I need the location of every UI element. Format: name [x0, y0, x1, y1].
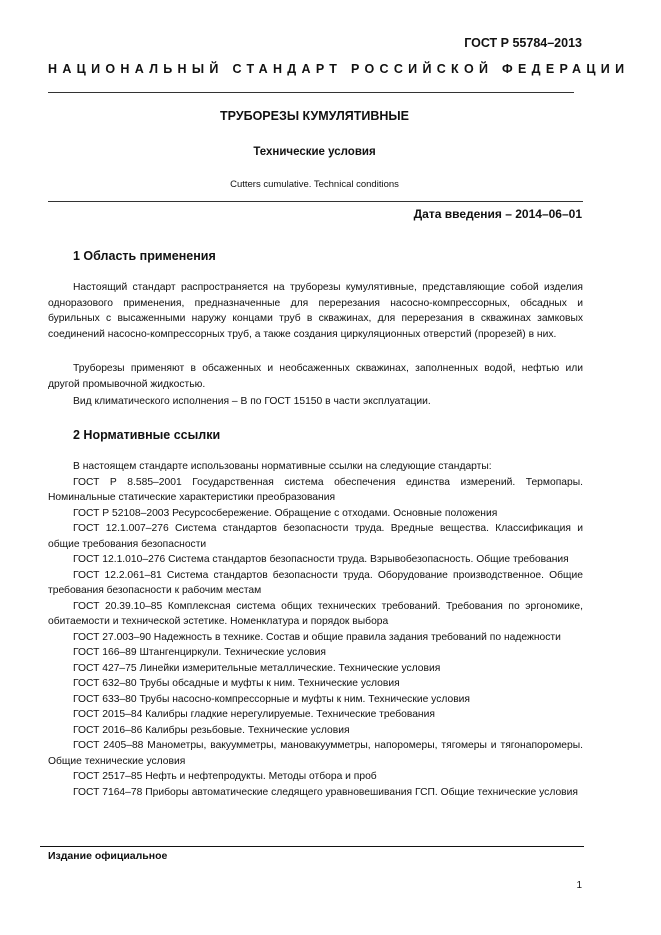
reference-item: ГОСТ 427–75 Линейки измерительные металлические. Технические условия: [73, 662, 441, 674]
english-title: Cutters cumulative. Technical conditions: [230, 179, 399, 190]
document-title: ТРУБОРЕЗЫ КУМУЛЯТИВНЫЕ: [220, 109, 409, 123]
reference-item: ГОСТ 2405–88 Манометры, вакуумметры, мановакуумметры, напоромеры, тягомеры и тягонапоромеры. Общие технические условия: [48, 740, 583, 767]
reference-item: ГОСТ Р 52108–2003 Ресурсосбережение. Обращение с отходами. Основные положения: [73, 507, 498, 519]
reference-item: ГОСТ Р 8.585–2001 Государственная система обеспечения единства измерений. Термопары. Номинальные статические характеристики преобразования: [48, 476, 583, 503]
reference-item: ГОСТ 2517–85 Нефть и нефтепродукты. Методы отбора и проб: [73, 771, 377, 782]
reference-item: ГОСТ 2016–86 Калибры резьбовые. Технические условия: [73, 724, 350, 736]
references-intro: В настоящем стандарте использованы нормативные ссылки на следующие стандарты:: [73, 461, 492, 472]
section-1-heading: 1 Область применения: [73, 249, 216, 263]
title-divider: [48, 201, 583, 202]
reference-item: ГОСТ 20.39.10–85 Комплексная система общих технических требований. Требования по эргономике, обитаемости и технической эстетике. Номенклатура и порядок выбора: [48, 600, 583, 627]
page-number: 1: [576, 880, 582, 891]
reference-item: ГОСТ 12.1.007–276 Система стандартов безопасности труда. Вредные вещества. Классификация и общие требования безопасности: [48, 523, 583, 550]
section-1-paragraph: Труборезы применяют в обсаженных и необсаженных скважинах, заполненных водой, нефтью или другой промывочной жидкостью.: [48, 363, 583, 390]
reference-item: ГОСТ 27.003–90 Надежность в технике. Состав и общие правила задания требований по надежности: [73, 631, 561, 643]
references-list: [48, 459, 583, 800]
document-code: ГОСТ Р 55784–2013: [464, 36, 582, 50]
reference-item: ГОСТ 2015–84 Калибры гладкие нерегулируемые. Технические требования: [73, 709, 435, 720]
official-edition-label: Издание официальное: [48, 850, 168, 862]
footer-divider: [40, 846, 584, 847]
section-1-paragraph: Вид климатического исполнения – В по ГОСТ 15150 в части эксплуатации.: [73, 396, 431, 407]
reference-item: ГОСТ 7164–78 Приборы автоматические следящего уравновешивания ГСП. Общие технические условия: [73, 786, 578, 798]
document-subtitle: Технические условия: [253, 146, 376, 158]
header-divider: [48, 92, 574, 93]
reference-item: ГОСТ 12.2.061–81 Система стандартов безопасности труда. Оборудование производственное. Общие требования безопасности к рабочим местам: [48, 569, 583, 596]
reference-item: ГОСТ 632–80 Трубы обсадные и муфты к ним. Технические условия: [73, 678, 400, 689]
section-1-paragraph: Настоящий стандарт распространяется на труборезы кумулятивные, представляющие собой изделия одноразового применения, предназначенные для перерезания насосно-компрессорных, обсадных и бурильных с высаженными наружу концами труб в скважинах, для перерезания в скважинах замковых соединений насосно-компрессорных труб, а также создания циркуляционных отверстий (прорезей) в них.: [48, 282, 583, 340]
reference-item: ГОСТ 166–89 Штангенциркули. Технические условия: [73, 647, 326, 658]
section-2-heading: 2 Нормативные ссылки: [73, 428, 221, 442]
introduction-date: Дата введения – 2014–06–01: [413, 207, 582, 221]
national-standard-heading: НАЦИОНАЛЬНЫЙ СТАНДАРТ РОССИЙСКОЙ ФЕДЕРАЦИИ: [48, 62, 630, 76]
reference-item: ГОСТ 12.1.010–276 Система стандартов безопасности труда. Взрывобезопасность. Общие требования: [73, 554, 569, 565]
reference-item: ГОСТ 633–80 Трубы насосно-компрессорные и муфты к ним. Технические условия: [73, 693, 470, 705]
